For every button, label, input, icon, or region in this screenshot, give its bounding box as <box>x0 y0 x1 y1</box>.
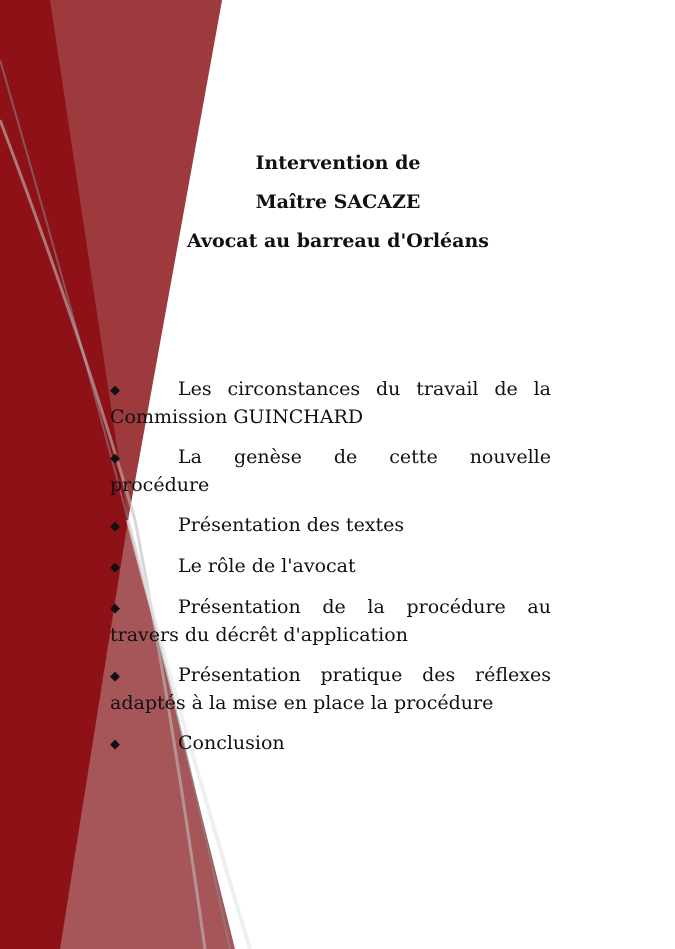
list-item <box>110 662 551 717</box>
list-item-text: Présentation pratique des réflexes adaptés à la mise en place la procédure <box>110 664 551 714</box>
list-item <box>110 553 551 581</box>
list-item-text: Présentation des textes <box>178 514 405 536</box>
list-item-text: Conclusion <box>178 732 285 754</box>
list-item-text: Les circonstances du travail de la Commission GUINCHARD <box>110 378 551 428</box>
diamond-bullet-icon: ◆ <box>110 383 120 398</box>
diamond-bullet-icon: ◆ <box>110 451 120 466</box>
title-line-2: Maître SACAZE <box>255 191 421 213</box>
topics-list <box>110 376 551 771</box>
list-item <box>110 376 551 431</box>
diamond-bullet-icon: ◆ <box>110 737 120 752</box>
title-line-1: Intervention de <box>255 152 421 174</box>
list-item-text: Le rôle de l'avocat <box>178 555 356 577</box>
title-block <box>110 144 566 261</box>
diamond-bullet-icon: ◆ <box>110 601 120 616</box>
list-item-text: La genèse de cette nouvelle procédure <box>110 446 551 496</box>
diamond-bullet-icon: ◆ <box>110 669 120 684</box>
list-item <box>110 444 551 499</box>
diamond-bullet-icon: ◆ <box>110 560 120 575</box>
title-line-3: Avocat au barreau d'Orléans <box>187 230 489 252</box>
diamond-bullet-icon: ◆ <box>110 519 120 534</box>
list-item <box>110 512 551 540</box>
list-item-text: Présentation de la procédure au travers du décrêt d'application <box>110 596 551 646</box>
list-item <box>110 594 551 649</box>
list-item <box>110 730 551 758</box>
